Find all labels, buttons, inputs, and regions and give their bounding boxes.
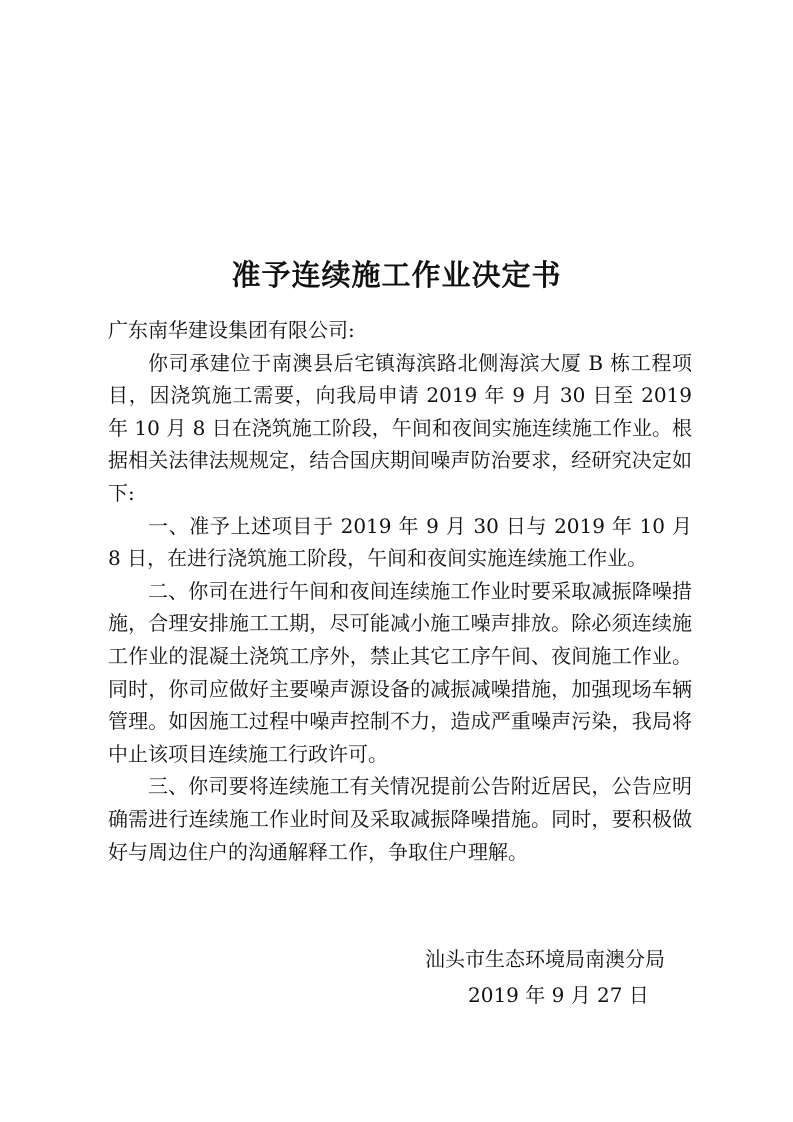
paragraph-item-2: 二、你司在进行午间和夜间连续施工作业时要采取减振降噪措施，合理安排施工工期，尽可能减小施工噪声排放。除必须连续施工作业的混凝土浇筑工序外，禁止其它工序午间、夜间施工作业。同时，你司应做好主要噪声源设备的减振减噪措施，加强现场车辆管理。如因施工过程中噪声控制不力，造成严重噪声污染，我局将中止该项目连续施工行政许可。 bbox=[108, 578, 692, 766]
signature-block bbox=[425, 941, 705, 1013]
document-body bbox=[108, 314, 692, 868]
paragraph-item-3: 三、你司要将连续施工有关情况提前公告附近居民，公告应明确需进行连续施工作业时间及采取减振降噪措施。同时，要积极做好与周边住户的沟通解释工作，争取住户理解。 bbox=[108, 774, 692, 864]
document-title: 准予连续施工作业决定书 bbox=[231, 258, 562, 292]
addressee: 广东南华建设集团有限公司: bbox=[108, 318, 355, 342]
issuing-organization: 汕头市生态环境局南澳分局 bbox=[425, 947, 665, 971]
paragraph-intro: 你司承建位于南澳县后宅镇海滨路北侧海滨大厦 B 栋工程项目，因浇筑施工需要，向我局申请 2019 年 9 月 30 日至 2019 年 10 月 8 日在浇筑施工阶段，午间和夜间实施连续施工作业。根据相关法律法规规定，结合国庆期间噪声防治要求，经研究决定如下: bbox=[108, 350, 692, 505]
paragraph-item-1: 一、准予上述项目于 2019 年 9 月 30 日与 2019 年 10 月 8 日，在进行浇筑施工阶段，午间和夜间实施连续施工作业。 bbox=[108, 513, 692, 571]
issue-date: 2019 年 9 月 27 日 bbox=[468, 983, 649, 1007]
